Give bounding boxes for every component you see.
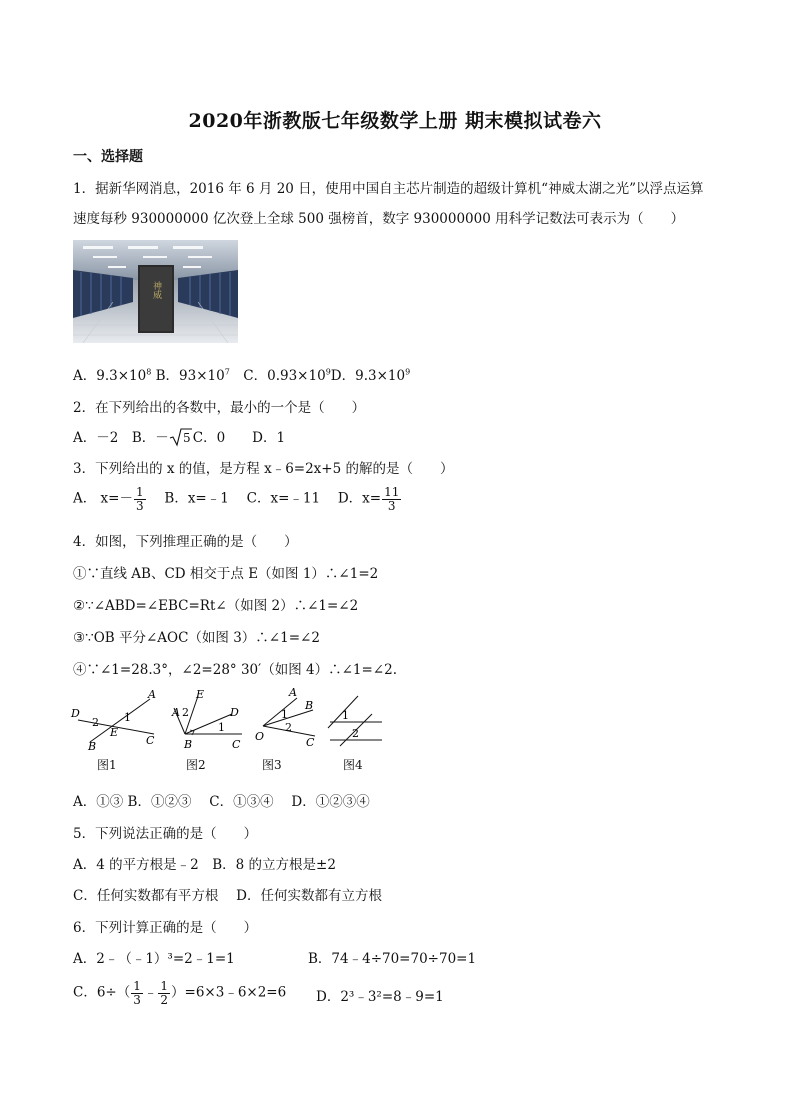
q2-options bbox=[73, 426, 285, 451]
q6-option-c: C．6÷（ $\frac{1}{3}$ ﹣ $\frac{1}{2}$ ）=6×3﹣6×2=6 bbox=[73, 979, 287, 1007]
fig2-angle-1: 1 bbox=[218, 721, 225, 734]
fig1-label-d: D bbox=[71, 707, 80, 720]
fig4-angle-2: 2 bbox=[352, 727, 359, 740]
q4-options: A．①③ B．①②③ C．①③④ D．①②③④ bbox=[73, 794, 370, 810]
figure-2 bbox=[170, 686, 250, 755]
q4-statement-2: ②∵∠ABD=∠EBC=Rt∠（如图 2）∴∠1=∠2 bbox=[73, 598, 359, 614]
figure-3 bbox=[255, 686, 330, 755]
q4-statement-4: ④∵∠1=28.3°，∠2=28° 30′（如图 4）∴∠1=∠2. bbox=[73, 662, 397, 678]
q3-fraction-a: $\frac{1}{3}$ bbox=[135, 485, 144, 513]
q2-option-cd: C．0 D．1 bbox=[192, 430, 286, 446]
fig2-label-c: C bbox=[232, 738, 241, 751]
fig1-label-c: C bbox=[146, 734, 155, 747]
figure-2-caption: 图2 bbox=[186, 758, 206, 772]
fig3-label-c: C bbox=[306, 736, 315, 749]
fig2-label-a: A bbox=[172, 706, 180, 719]
fig4-angle-1: 1 bbox=[342, 709, 349, 722]
fig1-label-a: A bbox=[148, 688, 156, 701]
q2-option-ab: A．－2 B．－ bbox=[73, 430, 169, 446]
page-title: 2020年浙教版七年级数学上册 期末模拟试卷六 bbox=[188, 110, 602, 132]
q4-stem: 4．如图，下列推理正确的是（ ） bbox=[73, 534, 298, 550]
q1-option-c: C．$0.93\times 10^9$ bbox=[229, 367, 331, 384]
q1-options bbox=[73, 364, 410, 384]
q6-option-a: A．2﹣（﹣1）³=2﹣1=1 bbox=[73, 951, 235, 967]
q6-option-b: B．74﹣4÷70=70÷70=1 bbox=[308, 951, 477, 967]
q5-options-cd: C．任何实数都有平方根 D．任何实数都有立方根 bbox=[73, 888, 382, 904]
fig3-angle-2: 2 bbox=[285, 721, 292, 734]
fig1-label-b: B bbox=[88, 740, 97, 751]
fig3-label-b: B bbox=[305, 699, 314, 712]
q4-statement-3: ③∵OB 平分∠AOC（如图 3）∴∠1=∠2 bbox=[73, 630, 320, 646]
figure-4 bbox=[322, 686, 387, 755]
q2-radicand: 5 bbox=[182, 430, 191, 445]
q3-option-a: A． x=－ bbox=[73, 490, 133, 507]
q5-options-ab: A．4 的平方根是﹣2 B．8 的立方根是±2 bbox=[73, 857, 336, 873]
q3-stem: 3．下列给出的 x 的值，是方程 x﹣6=2x+5 的解的是（ ） bbox=[73, 461, 454, 477]
fig1-angle-1: 1 bbox=[124, 711, 131, 724]
q6-fraction-1: $\frac{1}{3}$ bbox=[133, 979, 141, 1007]
figure-4-caption: 图4 bbox=[343, 758, 363, 772]
q1-stem-line2: 速度每秒 930000000 亿次登上全球 500 强榜首，数字 930000000 用科学记数法可表示为（ ） bbox=[73, 211, 685, 227]
q1-option-b: B．$93\times 10^7$ bbox=[151, 367, 230, 384]
q5-stem: 5．下列说法正确的是（ ） bbox=[73, 826, 258, 842]
fig2-label-d: D bbox=[230, 706, 239, 719]
q1-stem-line1: 1．据新华网消息，2016 年 6 月 20 日，使用中国自主芯片制造的超级计算机“神威太湖之光”以浮点运算 bbox=[73, 181, 704, 197]
photo-cabinet-text: 神威 bbox=[151, 281, 161, 299]
figure-1-caption: 图1 bbox=[97, 758, 117, 772]
q1-option-d: D．$9.3\times 10^9$ bbox=[330, 367, 411, 384]
section-heading: 一、选择题 bbox=[73, 149, 143, 165]
figure-1 bbox=[70, 686, 165, 755]
fig2-angle-2: 2 bbox=[182, 706, 189, 719]
fig2-label-b: B bbox=[184, 738, 193, 751]
fig3-label-o: O bbox=[255, 730, 265, 743]
fig1-label-e: E bbox=[110, 726, 119, 739]
q3-options bbox=[73, 486, 402, 512]
q4-statement-1: ①∵直线 AB、CD 相交于点 E（如图 1）∴∠1=2 bbox=[73, 566, 379, 582]
fig2-label-e: E bbox=[196, 688, 205, 701]
sqrt-symbol bbox=[169, 427, 193, 451]
fig1-angle-2: 2 bbox=[92, 716, 99, 729]
figure-3-caption: 图3 bbox=[262, 758, 282, 772]
q3-fraction-d: $\frac{11}{3}$ bbox=[384, 485, 400, 513]
fig3-label-a: A bbox=[289, 686, 297, 699]
q1-option-a: A．$9.3\times 10^8$ bbox=[73, 367, 152, 384]
q2-stem: 2．在下列给出的各数中，最小的一个是（ ） bbox=[73, 400, 366, 416]
fig3-angle-1: 1 bbox=[281, 708, 288, 721]
supercomputer-photo bbox=[73, 240, 238, 343]
q6-option-d: D．2³﹣3²=8﹣9=1 bbox=[316, 989, 444, 1005]
q3-option-bcd: B．x=﹣1 C．x=﹣11 D．x= bbox=[146, 490, 382, 507]
q6-fraction-2: $\frac{1}{2}$ bbox=[160, 979, 169, 1007]
q6-stem: 6．下列计算正确的是（ ） bbox=[73, 920, 258, 936]
